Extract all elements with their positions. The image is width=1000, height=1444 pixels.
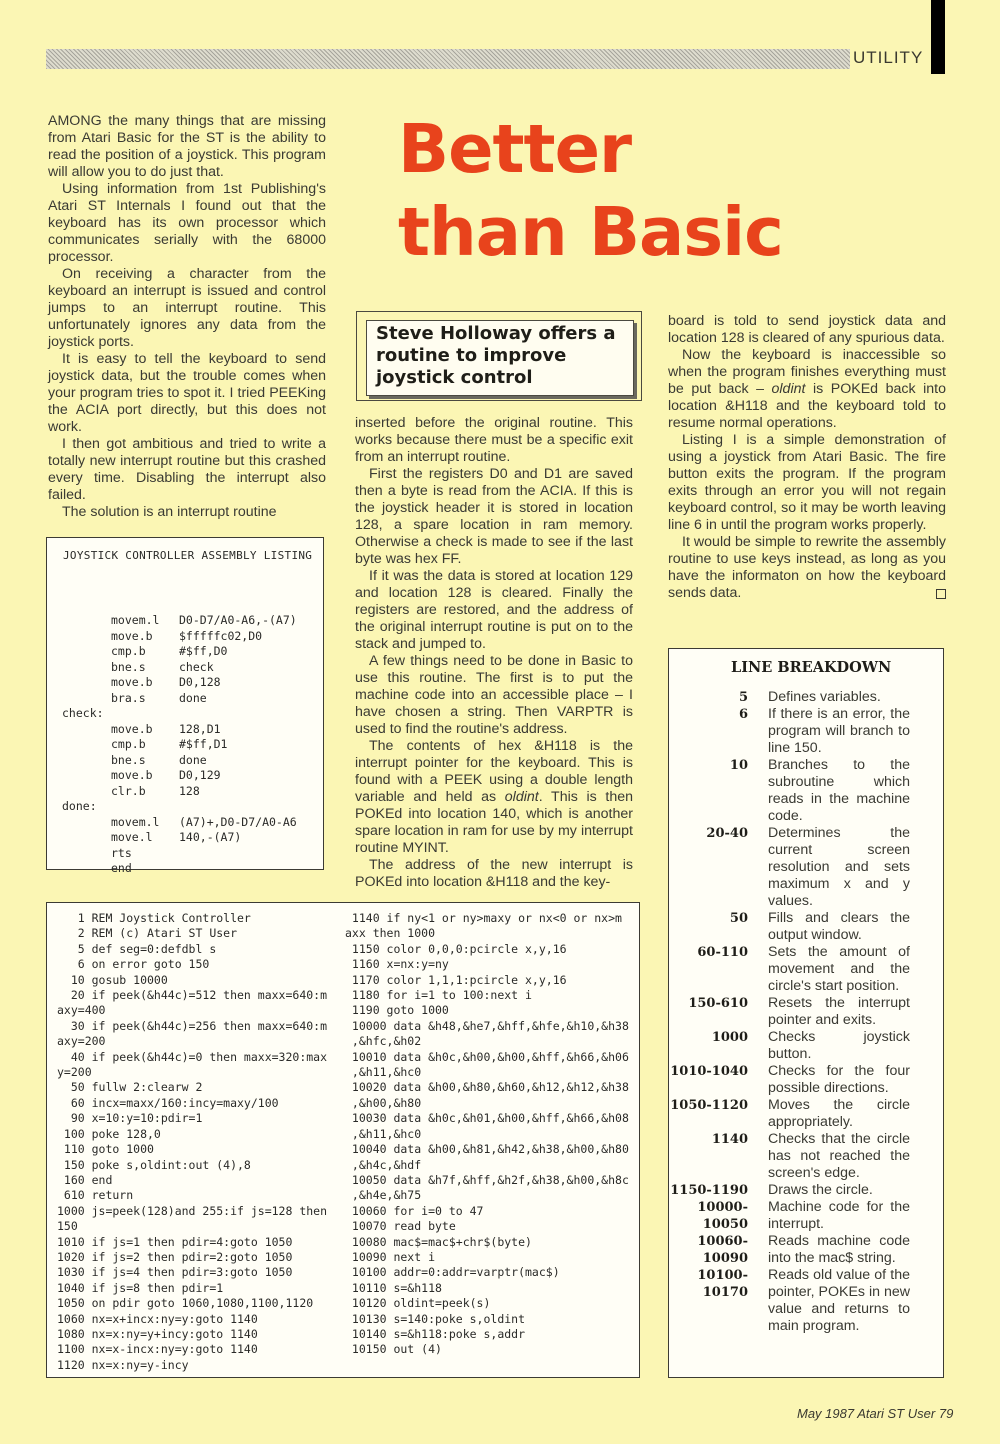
paragraph: It is easy to tell the keyboard to send joystick data, but the trouble comes when your program tries to spot it. I tried PEEKing the ACIA port directly, but this does not work. xyxy=(48,351,326,435)
assembly-line xyxy=(62,675,297,691)
line-breakdown-line-range: 1150-1190 xyxy=(670,1183,748,1198)
line-breakdown-row xyxy=(669,1063,945,1097)
line-breakdown-line-range: 1050-1120 xyxy=(670,1098,748,1113)
page-folio: May 1987 Atari ST User 79 xyxy=(797,1406,954,1421)
line-breakdown-row xyxy=(669,1029,945,1063)
line-breakdown-description: Draws the circle. xyxy=(768,1182,873,1198)
assembly-listing-lines xyxy=(62,613,297,877)
paragraph: Now the keyboard is inaccessible so when the program finishes everything must be put back – oldint is POKEd back into location &H118 and the keyboard told to resume normal operations. xyxy=(668,347,946,431)
header-pattern-strip xyxy=(46,49,850,69)
line-breakdown-line-range: 10000-10050 xyxy=(697,1200,748,1232)
line-breakdown-description: Checks that the circle has not reached the screen's edge. xyxy=(768,1131,910,1181)
line-breakdown-row xyxy=(669,1267,945,1335)
line-breakdown-line-range: 150-610 xyxy=(688,996,748,1011)
line-breakdown-row xyxy=(669,944,945,995)
assembly-operand: $fffffc02,D0 xyxy=(179,628,263,643)
line-breakdown-row xyxy=(669,706,945,757)
paragraph: inserted before the original routine. This works because there must be a specific exit from an interrupt routine. xyxy=(355,415,633,465)
assembly-line xyxy=(62,799,297,815)
section-label: UTILITY xyxy=(853,48,924,67)
column-2 xyxy=(355,415,633,891)
line-breakdown-row xyxy=(669,757,945,825)
assembly-operand: D0,128 xyxy=(179,675,221,689)
assembly-operand: D0-D7/A0-A6,-(A7) xyxy=(179,613,297,627)
line-breakdown-row xyxy=(669,1131,945,1182)
line-breakdown-row xyxy=(669,1233,945,1267)
line-breakdown-row xyxy=(669,995,945,1029)
line-breakdown-line-range: 1000 xyxy=(711,1030,748,1045)
line-breakdown-row xyxy=(669,1182,945,1199)
assembly-operand: #$ff,D0 xyxy=(179,644,228,658)
line-breakdown-description: If there is an error, the program will branch to line 150. xyxy=(768,706,910,756)
column-3 xyxy=(668,313,946,602)
assembly-line xyxy=(62,753,297,769)
paragraph: board is told to send joystick data and location 128 is cleared of any spurious data. xyxy=(668,313,946,346)
line-breakdown-line-range: 50 xyxy=(729,911,748,926)
assembly-line xyxy=(62,846,297,862)
assembly-instruction: bra.s xyxy=(111,690,146,705)
paragraph: Listing I is a simple demonstration of using a joystick from Atari Basic. The fire button exits the program. If the program exits through an error you will not regain keyboard control, so it may be worth leaving line 6 in until the program works properly. xyxy=(668,432,946,533)
line-breakdown-row xyxy=(669,1097,945,1131)
line-breakdown-line-range: 20-40 xyxy=(706,826,748,841)
headline xyxy=(398,108,918,274)
assembly-instruction: movem.l xyxy=(111,613,160,627)
assembly-instruction: bne.s xyxy=(111,752,146,767)
assembly-instruction: move.b xyxy=(111,768,153,782)
header-black-tab xyxy=(931,0,945,74)
assembly-listing-title: JOYSTICK CONTROLLER ASSEMBLY LISTING xyxy=(63,549,313,562)
headline-line-1: Better xyxy=(398,110,632,188)
line-breakdown-line-range: 10 xyxy=(729,758,748,773)
paragraph: The contents of hex &H118 is the interrupt pointer for the keyboard. This is found with a PEEK using a double length variable and held as oldint. This is then POKEd into location 140, which is another spare location in ram for use by my interrupt routine MYINT. xyxy=(355,738,634,856)
assembly-line xyxy=(62,644,297,660)
assembly-instruction: move.b xyxy=(111,721,153,736)
italic-term: oldint xyxy=(504,789,539,805)
assembly-operand: (A7)+,D0-D7/A0-A6 xyxy=(179,814,297,829)
end-mark-icon xyxy=(936,589,946,599)
assembly-operand: done xyxy=(179,690,207,705)
assembly-line xyxy=(62,830,297,846)
column-1 xyxy=(48,113,326,521)
assembly-operand: 140,-(A7) xyxy=(179,830,242,844)
line-breakdown-description: Checks for the four possible directions. xyxy=(768,1063,910,1096)
line-breakdown-description: Fills and clears the output window. xyxy=(768,910,910,943)
line-breakdown-rows xyxy=(669,689,945,1335)
assembly-line xyxy=(62,706,297,722)
paragraph: The address of the new interrupt is POKEd into location &H118 and the key- xyxy=(355,857,633,890)
italic-term: oldint xyxy=(771,381,806,397)
line-breakdown-line-range: 10100-10170 xyxy=(697,1268,748,1300)
line-breakdown-line-range: 1010-1040 xyxy=(670,1064,748,1079)
line-breakdown-description: Moves the circle appropriately. xyxy=(768,1097,910,1130)
assembly-instruction: move.b xyxy=(111,675,153,689)
basic-listing-column-2: 1140 if ny<1 or ny>maxy or nx<0 or nx>m axx then 1000 1150 color 0,0,0:pcircle x,y,16 1160 x=nx:y=ny 1170 color 1,1,1:pcircle x,y,16 1180 for i=1 to 100:next i 1190 goto 1000 10000 data &h48,&he7,&hff,&hfe,&h10,&h38 ,&hfc,&h02 10010 data &h0c,&h00,&h00,&hff,&h66,&h06 ,&h11,&hc0 10020 data &h00,&h80,&h60,&h12,&h12,&h38 ,&h00,&h80 10030 data &h0c,&h01,&h00,&hff,&h66,&h08 ,&h11,&hc0 10040 data &h00,&h81,&h42,&h38,&h00,&h80 ,&h4c,&hdf 10050 data &h7f,&hff,&h2f,&h38,&h00,&h8c ,&h4e,&h75 10060 for i=0 to 47 10070 read byte 10080 mac$=mac$+chr$(byte) 10090 next i 10100 addr=0:addr=varptr(mac$) 10110 s=&h118 10120 oldint=peek(s) 10130 s=140:poke s,oldint 10140 s=&h118:poke s,addr 10150 out (4) xyxy=(345,911,629,1357)
line-breakdown-row xyxy=(669,910,945,944)
line-breakdown-description: Reads machine code into the mac$ string. xyxy=(768,1233,910,1266)
assembly-line xyxy=(62,861,297,877)
paragraph: A few things need to be done in Basic to use this routine. The first is to put the machine code into an accessible place – I have chosen a string. Then VARPTR is used to find the routine's address. xyxy=(355,653,633,737)
assembly-line xyxy=(62,660,297,676)
line-breakdown-title: LINE BREAKDOWN xyxy=(731,659,892,676)
headline-line-2: than Basic xyxy=(398,193,783,271)
assembly-line xyxy=(62,815,297,831)
assembly-operand: check xyxy=(179,659,214,674)
assembly-instruction: clr.b xyxy=(111,783,146,798)
paragraph: If it was the data is stored at location 129 and location 128 is cleared. Finally the registers are restored, and the address of the original interrupt routine is put on to the stack and jumped to. xyxy=(355,568,633,652)
assembly-line xyxy=(62,691,297,707)
paragraph: It would be simple to rewrite the assembly routine to use keys instead, as long as you have the informaton on how the keyboard sends data. xyxy=(668,534,946,601)
line-breakdown-row xyxy=(669,825,945,910)
assembly-line xyxy=(62,768,297,784)
assembly-instruction: move.l xyxy=(111,830,153,844)
assembly-instruction: bne.s xyxy=(111,659,146,674)
assembly-operand: #$ff,D1 xyxy=(179,737,228,751)
assembly-line xyxy=(62,737,297,753)
standfirst: Steve Holloway offers a routine to improve joystick control xyxy=(366,320,634,396)
assembly-instruction: cmp.b xyxy=(111,644,146,658)
assembly-instruction: cmp.b xyxy=(111,737,146,751)
line-breakdown-description: Determines the current screen resolution and sets maximum x and y values. xyxy=(768,825,910,909)
paragraph: On receiving a character from the keyboard an interrupt is issued and control jumps to an interrupt routine. This unfortunately ignores any data from the joystick ports. xyxy=(48,266,326,350)
assembly-label: done: xyxy=(62,799,97,813)
line-breakdown-description: Checks joystick button. xyxy=(768,1029,910,1062)
assembly-instruction: move.b xyxy=(111,628,153,643)
basic-listing-column-1: 1 REM Joystick Controller 2 REM (c) Atari ST User 5 def seg=0:defdbl s 6 on error goto 150 10 gosub 10000 20 if peek(&h44c)=512 then maxx=640:m axy=400 30 if peek(&h44c)=256 then maxx=640:m axy=200 40 if peek(&h44c)=0 then maxx=320:max y=200 50 fullw 2:clearw 2 60 incx=maxx/160:incy=maxy/100 90 x=10:y=10:pdir=1 100 poke 128,0 110 goto 1000 150 poke s,oldint:out (4),8 160 end 610 return 1000 js=peek(128)and 255:if js=128 then 150 1010 if js=1 then pdir=4:goto 1050 1020 if js=2 then pdir=2:goto 1050 1030 if js=4 then pdir=3:goto 1050 1040 if js=8 then pdir=1 1050 on pdir goto 1060,1080,1100,1120 1060 nx=x+incx:ny=y:goto 1140 1080 nx=x:ny=y+incy:goto 1140 1100 nx=x-incx:ny=y:goto 1140 1120 nx=x:ny=y-incy xyxy=(57,911,328,1372)
assembly-line xyxy=(62,613,297,629)
assembly-instruction: rts xyxy=(111,845,132,860)
line-breakdown-box xyxy=(668,648,944,1378)
line-breakdown-row xyxy=(669,689,945,706)
line-breakdown-row xyxy=(669,1199,945,1233)
line-breakdown-description: Sets the amount of movement and the circle's start position. xyxy=(768,944,910,994)
assembly-listing-box xyxy=(46,537,324,875)
line-breakdown-description: Branches to the subroutine which reads in the machine code. xyxy=(768,757,910,824)
line-breakdown-description: Defines variables. xyxy=(768,689,881,705)
assembly-instruction: movem.l xyxy=(111,814,160,829)
line-breakdown-description: Reads old value of the pointer, POKEs in new value and returns to main program. xyxy=(768,1267,910,1334)
assembly-line xyxy=(62,784,297,800)
paragraph: I then got ambitious and tried to write a totally new interrupt routine but this crashed every time. Disabling the interrupt also failed. xyxy=(48,436,326,503)
assembly-instruction: end xyxy=(111,861,132,875)
assembly-line xyxy=(62,722,297,738)
line-breakdown-description: Machine code for the interrupt. xyxy=(768,1199,910,1232)
assembly-operand: D0,129 xyxy=(179,768,221,782)
paragraph: Using information from 1st Publishing's Atari ST Internals I found out that the keyboard has its own processor which communicates serially with the 68000 processor. xyxy=(48,181,326,265)
assembly-operand: 128,D1 xyxy=(179,721,221,736)
paragraph: AMONG the many things that are missing from Atari Basic for the ST is the ability to read the position of a joystick. This program will allow you to do just that. xyxy=(48,113,326,180)
assembly-label: check: xyxy=(62,706,104,720)
line-breakdown-line-range: 60-110 xyxy=(697,945,748,960)
paragraph: The solution is an interrupt routine xyxy=(62,504,277,520)
line-breakdown-line-range: 6 xyxy=(738,707,748,722)
line-breakdown-description: Resets the interrupt pointer and exits. xyxy=(768,995,910,1028)
line-breakdown-line-range: 1140 xyxy=(711,1132,748,1147)
line-breakdown-line-range: 10060-10090 xyxy=(697,1234,748,1266)
assembly-operand: 128 xyxy=(179,783,200,798)
paragraph: First the registers D0 and D1 are saved then a byte is read from the ACIA. If this is the joystick header it is stored in location 128, a spare location in ram memory. Otherwise a check is made to see if the last byte was hex FF. xyxy=(355,466,633,567)
assembly-line xyxy=(62,629,297,645)
assembly-operand: done xyxy=(179,752,207,767)
line-breakdown-line-range: 5 xyxy=(738,690,748,705)
basic-listing-box xyxy=(46,902,640,1378)
